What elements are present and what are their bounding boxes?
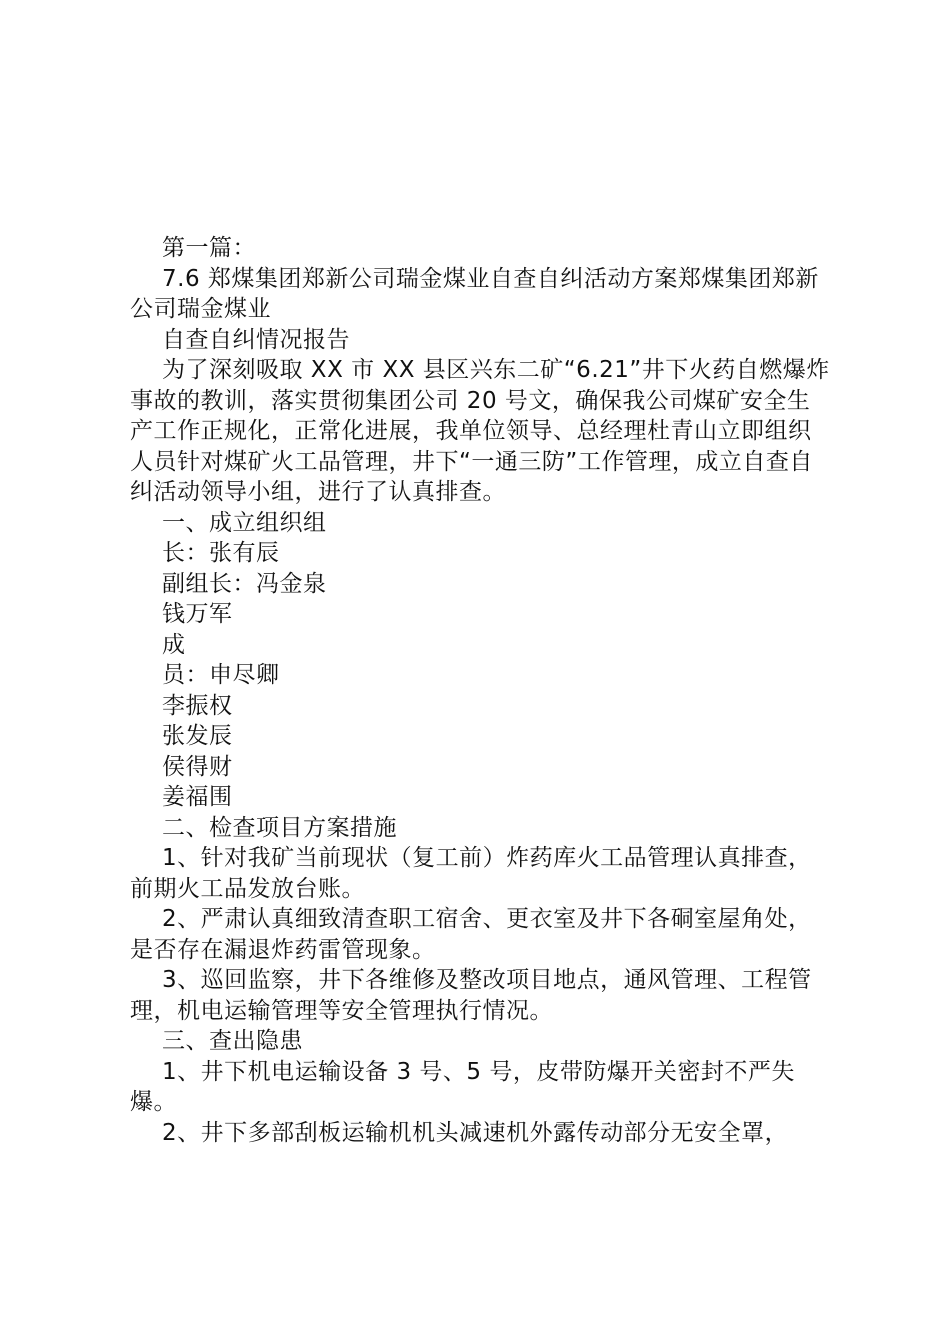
- section-heading-first: 第一篇：: [162, 235, 256, 261]
- member-name: 李振权: [162, 692, 233, 719]
- deputy-leader-line: 副组长：冯金泉: [162, 570, 327, 597]
- member-name: 钱万军: [162, 601, 233, 627]
- member-name: 侯得财: [162, 753, 233, 780]
- hazard-item: 1、井下机电运输设备 3 号、5 号，皮带防爆开关密封不严失爆。: [130, 1058, 795, 1115]
- section-heading-inspection: 二、检查项目方案措施: [162, 814, 397, 841]
- section-heading-hazards: 三、查出隐患: [162, 1028, 303, 1054]
- report-title: 自查自纠情况报告: [162, 326, 350, 353]
- team-leader-line: 长：张有辰: [162, 540, 280, 566]
- member-name: 张发辰: [162, 723, 233, 749]
- member-name: 姜福围: [162, 784, 233, 810]
- document-body: [130, 233, 830, 1148]
- hazard-item: 2、井下多部刮板运输机机头减速机外露传动部分无安全罩，: [162, 1119, 789, 1146]
- document-title-line: 7.6 郑煤集团郑新公司瑞金煤业自查自纠活动方案郑煤集团郑新公司瑞金煤业: [130, 265, 819, 322]
- inspection-item: 1、针对我矿当前现状（复工前）炸药库火工品管理认真排查，前期火工品发放台账。: [130, 845, 812, 902]
- inspection-item: 3、巡回监察，井下各维修及整改项目地点，通风管理、工程管理，机电运输管理等安全管理执行情况。: [130, 967, 812, 1024]
- members-label-fragment: 成: [162, 631, 186, 658]
- section-heading-organization: 一、成立组织组: [162, 509, 327, 536]
- inspection-item: 2、严肃认真细致清查职工宿舍、更衣室及井下各硐室屋角处，是否存在漏退炸药雷管现象。: [130, 906, 812, 963]
- intro-paragraph: 为了深刻吸取 XX 市 XX 县区兴东二矿“6.21”井下火药自燃爆炸事故的教训，落实贯彻集团公司 20 号文，确保我公司煤矿安全生产工作正规化，正常化进展，我单位领导、总经理杜青山立即组织人员针对煤矿火工品管理，井下“一通三防”工作管理，成立自查自纠活动领导小组，进行了认真排查。: [130, 357, 830, 505]
- members-line: 员：申尽卿: [162, 662, 280, 688]
